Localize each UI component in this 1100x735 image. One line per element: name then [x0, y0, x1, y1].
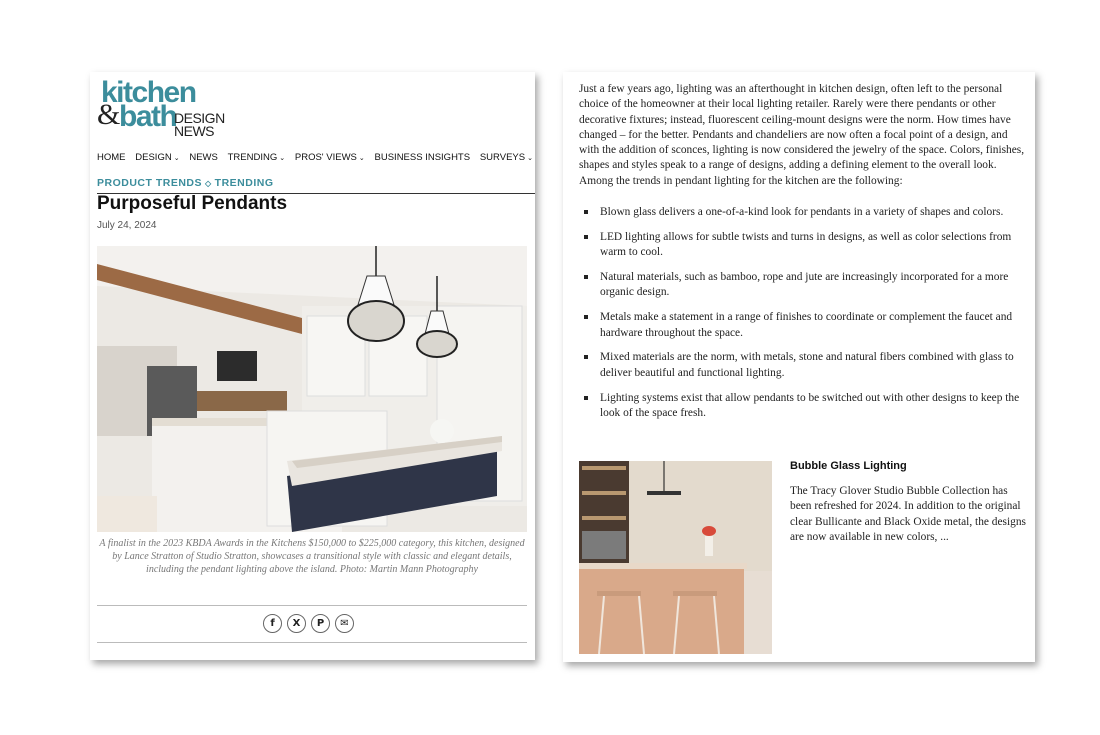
facebook-icon[interactable]: f	[263, 614, 282, 633]
bubble-glass-product-photo[interactable]	[579, 461, 772, 654]
article-page-right	[563, 72, 1035, 662]
divider	[97, 605, 527, 606]
chevron-down-icon: ⌄	[173, 155, 180, 162]
share-bar	[263, 614, 354, 633]
product-title[interactable]: Bubble Glass Lighting	[790, 460, 907, 472]
photo-caption: A finalist in the 2023 KBDA Awards in the Kitchens $150,000 to $225,000 category, this kitchen, designed by Lance Stratton of Studio Stratton, showcases a transitional style with classic and elegant details, including the pendant lighting above the island. Photo: Martin Mann Photography	[99, 538, 525, 575]
article-intro-paragraph: Just a few years ago, lighting was an afterthought in kitchen design, often left to the personal choice of the homeowner at their local lighting retailer. Rarely were there pendants or other decorative fixtures; instead, fluorescent ceiling-mount designs were the norm. How times have changed – for the better. Pendants and chandeliers are now often a focal point of a design, and with the addition of sconces, lighting is now considered the jewelry of the space. Colors, finishes, shapes and styles speak to a range of designs, adding a defining element to the overall look. Among the trends in pendant lighting for the kitchen are the following:	[579, 83, 1025, 187]
email-icon[interactable]: ✉	[335, 614, 354, 633]
nav-business-insights[interactable]: BUSINESS INSIGHTS	[374, 152, 471, 163]
article-title: Purposeful Pendants	[97, 193, 288, 214]
bullet-square-icon	[584, 275, 588, 279]
logo-design-text: DESIGN	[174, 110, 225, 126]
logo-ampersand: &	[97, 98, 121, 131]
nav-surveys[interactable]: SURVEYS ⌄	[479, 152, 533, 163]
x-icon[interactable]: X	[287, 614, 306, 633]
site-logo[interactable]	[97, 76, 237, 139]
nav-trending[interactable]: TRENDING ⌄	[227, 152, 286, 163]
bullet-square-icon	[584, 210, 588, 214]
product-description: The Tracy Glover Studio Bubble Collection has been refreshed for 2024. In addition to the original clear Bullicante and Black Oxide metal, the designs are now available in new colors, ...	[790, 485, 1026, 543]
chevron-down-icon: ⌄	[527, 155, 533, 162]
bullet-square-icon	[584, 396, 588, 400]
main-nav	[97, 152, 533, 166]
list-item: Mixed materials are the norm, with metals, stone and natural fibers combined with glass to deliver beautiful and functional lighting.	[579, 350, 1027, 381]
nav-news[interactable]: NEWS	[189, 152, 218, 163]
article-date: July 24, 2024	[97, 220, 157, 231]
list-item: Metals make a statement in a range of finishes to coordinate or complement the faucet and hardware throughout the space.	[579, 310, 1027, 341]
diamond-separator-icon: ◇	[205, 179, 212, 188]
list-item: Lighting systems exist that allow pendants to be switched out with other designs to keep the look of the space fresh.	[579, 391, 1027, 422]
chevron-down-icon: ⌄	[358, 155, 365, 162]
category-trending[interactable]: TRENDING	[214, 177, 274, 189]
kitchen-photo	[97, 246, 527, 532]
logo-kitchen-text: kitchen	[101, 76, 196, 109]
product-photo-illustration	[579, 461, 772, 654]
list-item: Natural materials, such as bamboo, rope and jute are increasingly incorporated for a more organic design.	[579, 270, 1027, 301]
nav-design[interactable]: DESIGN ⌄	[135, 152, 180, 163]
bullet-square-icon	[584, 315, 588, 319]
logo-bath-text: bath	[119, 100, 177, 133]
logo-news-text: NEWS	[174, 123, 214, 139]
pinterest-icon[interactable]: P	[311, 614, 330, 633]
bullet-square-icon	[584, 235, 588, 239]
article-page-left	[90, 72, 535, 660]
article-category	[97, 177, 274, 189]
kitchen-photo-illustration	[97, 246, 527, 532]
nav-home[interactable]: HOME	[97, 152, 126, 163]
bullet-square-icon	[584, 355, 588, 359]
category-product-trends[interactable]: PRODUCT TRENDS	[97, 177, 203, 189]
list-item: Blown glass delivers a one-of-a-kind look for pendants in a variety of shapes and colors.	[579, 205, 1027, 220]
divider	[97, 642, 527, 643]
list-item: LED lighting allows for subtle twists and turns in designs, as well as color selections from warm to cool.	[579, 230, 1027, 261]
trend-list	[579, 205, 1027, 431]
nav-pros-views[interactable]: PROS' VIEWS ⌄	[294, 152, 365, 163]
chevron-down-icon: ⌄	[279, 155, 286, 162]
